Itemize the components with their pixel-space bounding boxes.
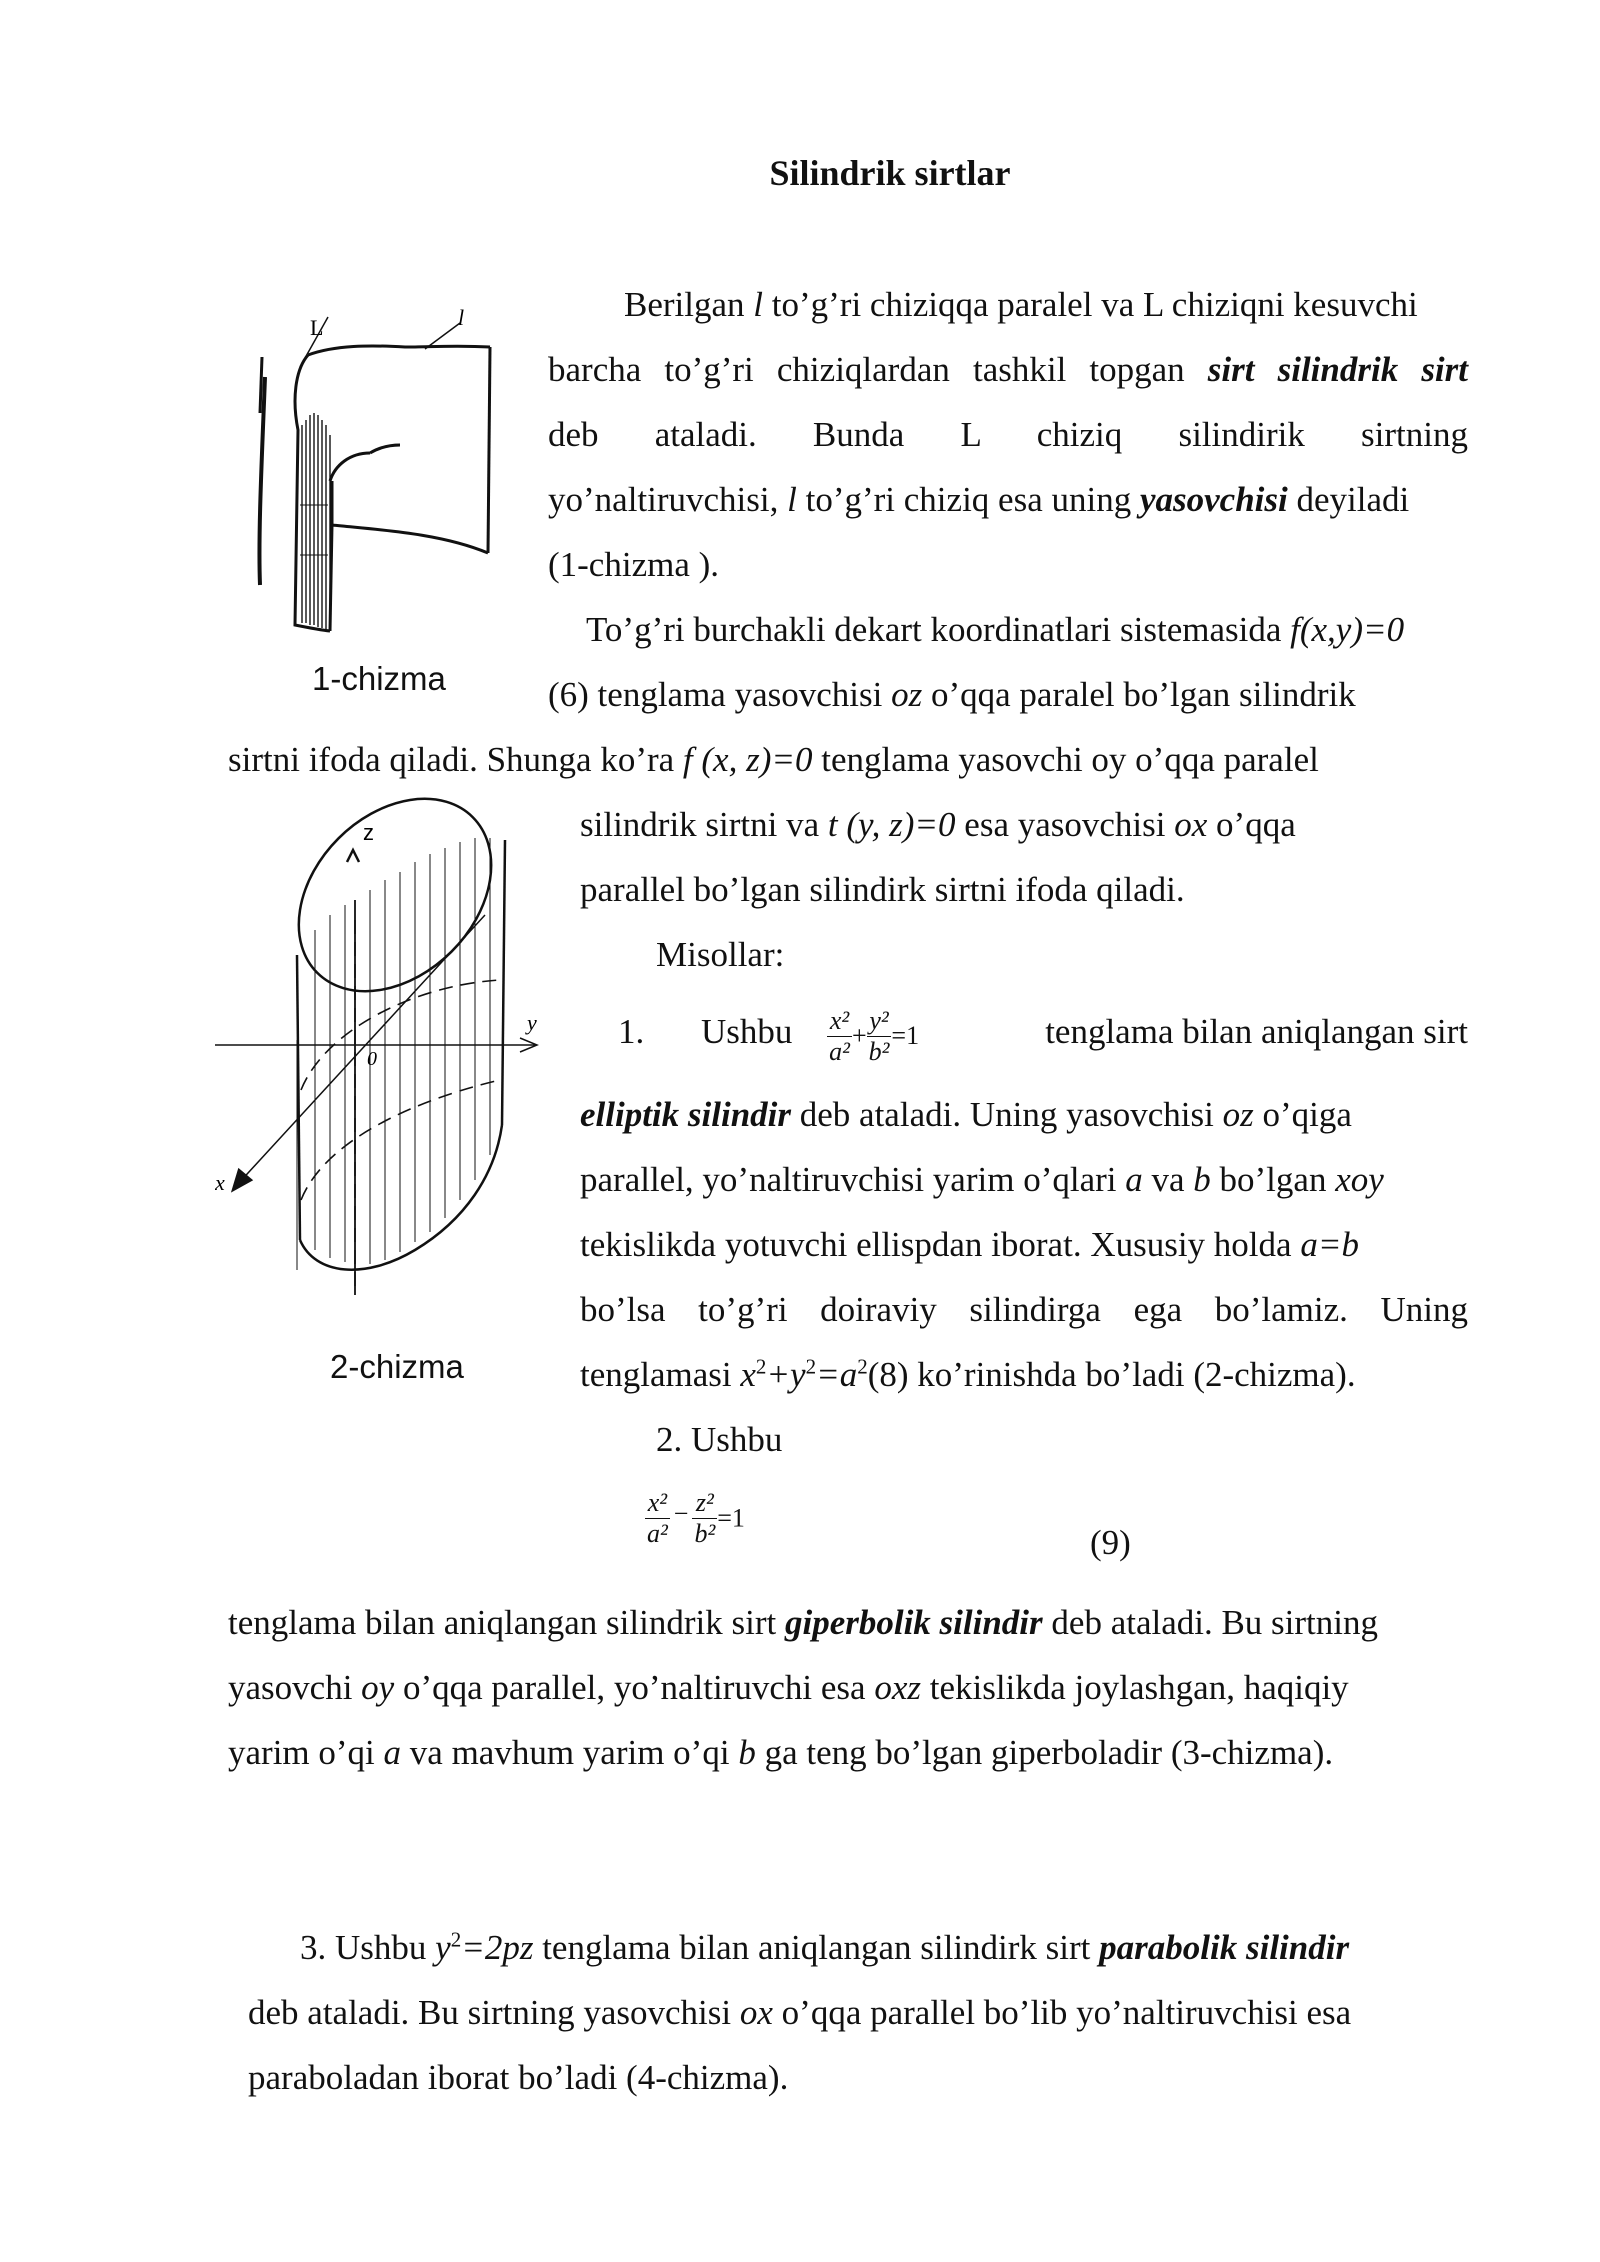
example-1-body: elliptik silindir deb ataladi. Uning yasovchisi oz o’qiga parallel, yo’naltiruvchisi yarim o’qlari a va b bo’lgan xoy tekislikda yotuvchi ellispdan iborat. Xususiy holda a=b bo’lsa to’g’ri doiraviy silindirga ega bo’lamiz. Uning tenglamasi $x^2+y^2=a^2(8)$ ko’rinishda bo’ladi (2-chizma). 2. Ushbu <box>580 1095 1468 1459</box>
paragraph-coordinates: To’g’ri burchakli dekart koordinatlari sistemasida f(x,y)=0 (6) tenglama yasovchisi oz o’qqa paralel bo’lgan silindrik <box>548 610 1405 714</box>
fig2-axis-x: x <box>215 1170 225 1195</box>
examples-heading: Misollar: <box>656 935 785 974</box>
figure-2-caption: 2-chizma <box>330 1348 464 1385</box>
fig1-label-L: L <box>310 315 324 340</box>
fig2-axis-z: z <box>363 820 374 845</box>
paragraph-coordinates-end: silindrik sirtni va t (y, z)=0 esa yasovchisi ox o’qqa parallel bo’lgan silindirk sirtni ifoda qiladi. Misollar: <box>580 792 1468 987</box>
equation-ellipse: $\frac{\text{x²}}{\text{a²}}$ + $\frac{\text{y²}}{\text{b²}}$ =1 <box>829 1005 920 1066</box>
fig2-origin: 0 <box>367 1048 377 1070</box>
equation-hyperbola: $\frac{\text{x²}}{\text{a²}}$ − $\frac{\text{z²}}{\text{b²}}$ =1 <box>647 1488 745 1548</box>
example-2-body: tenglama bilan aniqlangan silindrik sirt giperbolik silindir deb ataladi. Bu sirtning yasovchi oy o’qqa parallel, yo’naltiruvchi esa oxz tekislikda joylashgan, haqiqiy yarim o’qi a va mavhum yarim o’qi b ga teng bo’lgan giperboladir (3-chizma). <box>228 1603 1379 1772</box>
page-title: Silindrik sirtlar <box>769 153 1011 193</box>
paragraph-definition: Berilgan l to’g’ri chiziqqa paralel va L chiziqni kesuvchi barcha to’g’ri chiziqlardan tashkil topgan sirt silindrik sirt deb ataladi. Bunda L chiziq silindirik sirtning yo’naltiruvchisi, l to’g’ri chiziq esa uning yasovchisi deyiladi (1-chizma ). <box>548 285 1469 584</box>
example-1-equation-line: 1. Ushbu $\frac{\text{x²}}{\text{a²}}$ + $\frac{\text{y²}}{\text{b²}}$ =1 tenglama bilan aniqlangan sirt <box>580 987 1468 1081</box>
equation-number-9: (9) <box>1090 1523 1131 1562</box>
fig1-label-l: l <box>458 305 465 330</box>
example-3-body: 3. Ushbu $y^2=2pz$ tenglama bilan aniqlangan silindirk sirt parabolik silindir deb ataladi. Bu sirtning yasovchisi ox o’qqa parallel bo’lib yo’naltiruvchisi esa paraboladan iborat bo’ladi (4-chizma). <box>248 1927 1352 2097</box>
figure-2-drawing <box>215 780 560 1320</box>
figure-1-drawing <box>240 305 510 635</box>
paragraph-coordinates-cont: sirtni ifoda qiladi. Shunga ko’ra f (x, z)=0 tenglama yasovchi oy o’qqa paralel <box>228 740 1319 779</box>
figure-1-caption: 1-chizma <box>312 660 446 697</box>
fig2-axis-y: y <box>527 1010 537 1035</box>
